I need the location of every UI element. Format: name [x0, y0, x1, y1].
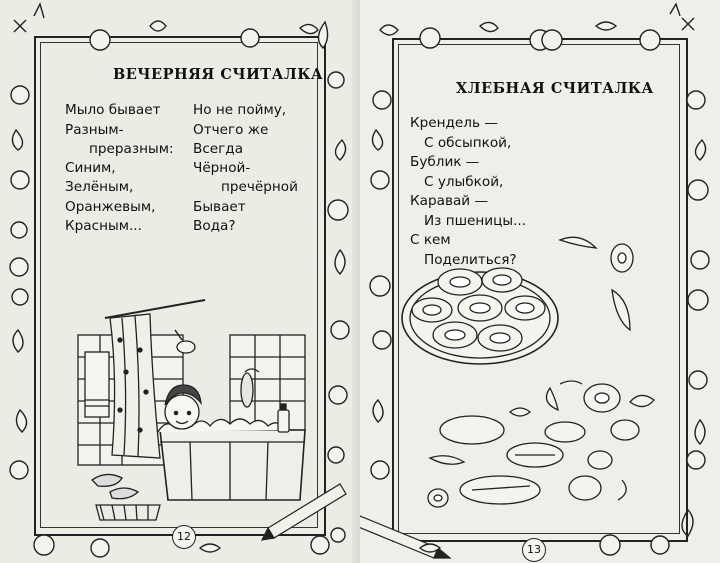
- poem-line: С улыбкой,: [424, 174, 504, 190]
- poem-line: преразным:: [89, 141, 174, 157]
- poem-line: Бублик —: [410, 154, 480, 170]
- poem-line: пречёрной: [221, 179, 298, 195]
- poem-line: Поделиться?: [424, 252, 517, 268]
- poem-line: Синим,: [65, 160, 116, 176]
- bread-illustration: [360, 0, 720, 563]
- poem-line: Бывает: [193, 199, 246, 215]
- left-page-number: 12: [172, 525, 196, 549]
- right-page-title: ХЛЕБНАЯ СЧИТАЛКА: [456, 80, 654, 97]
- poem-line: Зелёным,: [65, 179, 134, 195]
- poem-line: Всегда: [193, 141, 244, 157]
- poem-line: С обсыпкой,: [424, 135, 512, 151]
- poem-line: Оранжевым,: [65, 199, 156, 215]
- poem-line: Красным...: [65, 218, 142, 234]
- poem-line: Каравай —: [410, 193, 489, 209]
- poem-line: Чёрной-: [193, 160, 251, 176]
- poem-line: Крендель —: [410, 115, 498, 131]
- poem-line: Мыло бывает: [65, 102, 161, 118]
- poem-line: Отчего же: [193, 122, 269, 138]
- right-page-number: 13: [522, 538, 546, 562]
- poem-line: Вода?: [193, 218, 236, 234]
- poem-line: С кем: [410, 232, 451, 248]
- poem-line: Из пшеницы...: [424, 213, 527, 229]
- left-page-title: ВЕЧЕРНЯЯ СЧИТАЛКА: [113, 66, 324, 83]
- poem-line: Но не пойму,: [193, 102, 287, 118]
- right-page: [360, 0, 720, 563]
- poem-line: Разным-: [65, 122, 124, 138]
